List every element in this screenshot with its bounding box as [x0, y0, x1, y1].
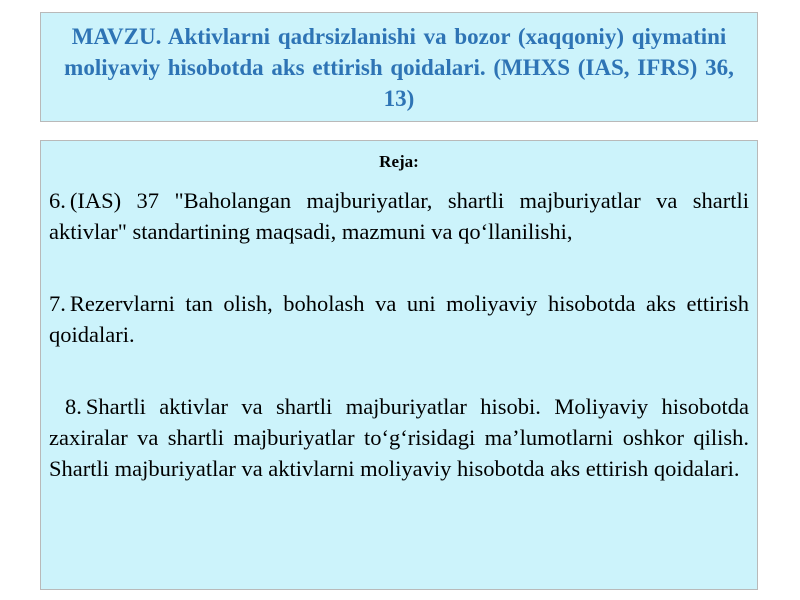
plan-item-text: (IAS) 37 "Baholangan majburiyatlar, shartli majburiyatlar va shartli aktivlar" standartining maqsadi, mazmuni va qo‘llanilishi,: [49, 188, 749, 244]
title-box: [40, 12, 758, 122]
plan-item-number: 8.: [65, 394, 82, 419]
content-box: [40, 140, 758, 590]
plan-heading: Reja:: [379, 152, 419, 171]
plan-item-6: [49, 185, 749, 247]
slide-title: MAVZU. Aktivlarni qadrsizlanishi va bozor (xaqqoniy) qiymatini moliyaviy hisobotda aks ettirish qoidalari. (MHXS (IAS, IFRS) 36, 13): [64, 23, 734, 111]
plan-item-7: [49, 288, 749, 350]
plan-item-8: [49, 391, 749, 484]
plan-item-number: 7.: [49, 291, 66, 316]
plan-item-text: Shartli aktivlar va shartli majburiyatlar hisobi. Moliyaviy hisobotda zaxiralar va shartli majburiyatlar to‘g‘risidagi ma’lumotlarni oshkor qilish. Shartli majburiyatlar va aktivlarni moliyaviy hisobotda aks ettirish qoidalari.: [49, 394, 749, 481]
plan-item-number: 6.: [49, 188, 66, 213]
plan-item-text: Rezervlarni tan olish, boholash va uni moliyaviy hisobotda aks ettirish qoidalari.: [49, 291, 749, 347]
